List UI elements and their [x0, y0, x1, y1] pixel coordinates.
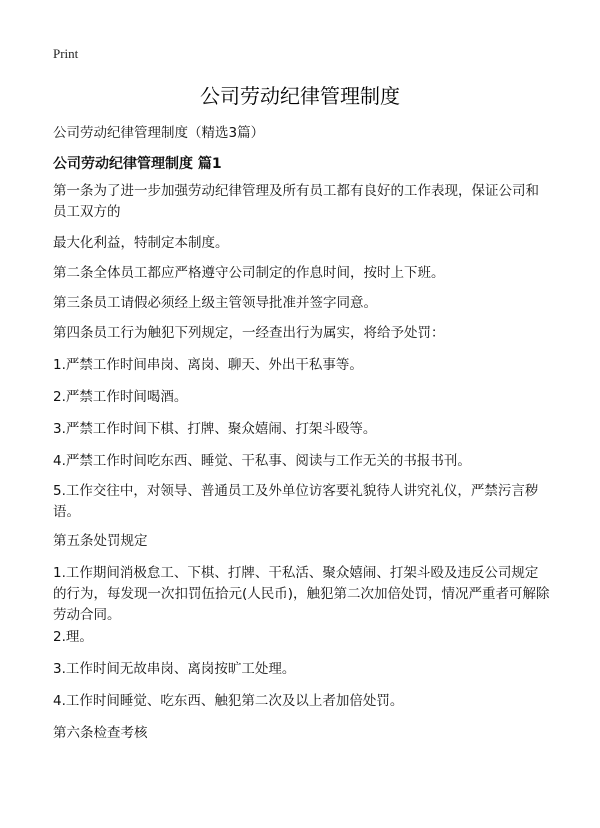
- paragraph-article-2: 第二条全体员工都应严格遵守公司制定的作息时间，按时上下班。: [53, 265, 445, 281]
- document-subtitle: 公司劳动纪律管理制度（精选3篇）: [53, 125, 265, 141]
- list-item-penalty-1: 1.工作期间消极怠工、下棋、打牌、干私活、聚众嬉闹、打架斗殴及违反公司规定的行为，每发现一次扣罚伍拾元(人民币)，触犯第二次加倍处罚，情况严重者可解除劳动合同。: [53, 565, 550, 623]
- section-heading: 公司劳动纪律管理制度 篇1: [53, 156, 222, 172]
- paragraph-article-1: 第一条为了进一步加强劳动纪律管理及所有员工都有良好的工作表现，保证公司和员工双方的: [53, 183, 539, 220]
- paragraph-article-3: 第三条员工请假必须经上级主管领导批准并签字同意。: [53, 295, 377, 311]
- paragraph-article-6: 第六条检查考核: [53, 725, 148, 741]
- list-item-rule-1: 1.严禁工作时间串岗、离岗、聊天、外出干私事等。: [53, 357, 363, 373]
- page-title: 公司劳动纪律管理制度: [200, 84, 400, 108]
- paragraph-article-1-cont: 最大化利益，特制定本制度。: [53, 235, 229, 251]
- list-item-penalty-4: 4.工作时间睡觉、吃东西、触犯第二次及以上者加倍处罚。: [53, 693, 404, 709]
- paragraph-article-5: 第五条处罚规定: [53, 533, 148, 549]
- list-item-rule-3: 3.严禁工作时间下棋、打牌、聚众嬉闹、打架斗殴等。: [53, 421, 377, 437]
- list-item-penalty-2: 2.理。: [53, 629, 93, 645]
- list-item-rule-4: 4.严禁工作时间吃东西、睡觉、干私事、阅读与工作无关的书报书刊。: [53, 453, 471, 469]
- list-item-penalty-3: 3.工作时间无故串岗、离岗按旷工处理。: [53, 661, 296, 677]
- list-item-rule-5: 5.工作交往中，对领导、普通员工及外单位访客要礼貌待人讲究礼仪，严禁污言秽语。: [53, 483, 539, 520]
- list-item-rule-2: 2.严禁工作时间喝酒。: [53, 389, 188, 405]
- paragraph-article-4: 第四条员工行为触犯下列规定，一经查出行为属实，将给予处罚：: [53, 325, 445, 341]
- print-link[interactable]: Print: [53, 46, 79, 61]
